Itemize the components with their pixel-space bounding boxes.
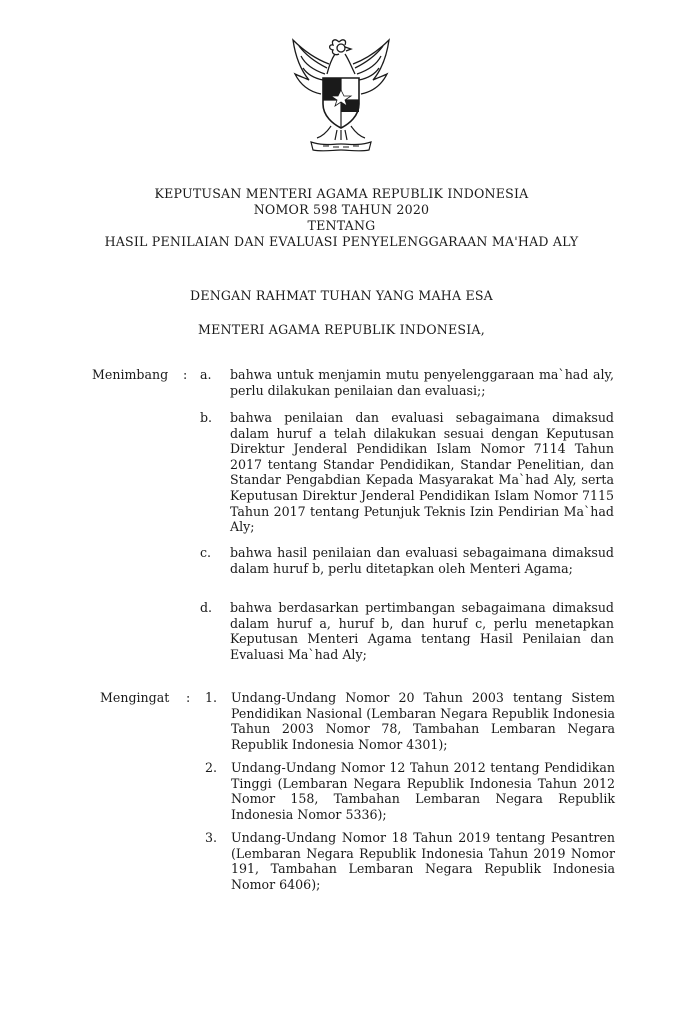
mengingat-item-3: Undang-Undang Nomor 18 Tahun 2019 tentang Pesantren (Lembaran Negara Republik Indonesia Tahun 2019 Nomor 191, Tambahan Lembaran Negara Republik Indonesia Nomor 6406); bbox=[231, 830, 615, 892]
menimbang-marker-a: a. bbox=[200, 367, 212, 382]
authority-line: MENTERI AGAMA REPUBLIK INDONESIA, bbox=[198, 322, 485, 337]
menimbang-item-c: bahwa hasil penilaian dan evaluasi sebagaimana dimaksud dalam huruf b, perlu ditetapkan oleh Menteri Agama; bbox=[230, 545, 614, 576]
mengingat-marker-1: 1. bbox=[205, 690, 218, 705]
decree-title: KEPUTUSAN MENTERI AGAMA REPUBLIK INDONESIA bbox=[154, 186, 529, 201]
garuda-emblem-icon bbox=[283, 34, 399, 158]
mengingat-marker-3: 3. bbox=[205, 830, 218, 845]
mengingat-item-2: Undang-Undang Nomor 12 Tahun 2012 tentang Pendidikan Tinggi (Lembaran Negara Republik Indonesia Tahun 2012 Nomor 158, Tambahan Lembaran Negara Republik Indonesia Nomor 5336); bbox=[231, 760, 615, 822]
mengingat-marker-2: 2. bbox=[205, 760, 218, 775]
decree-number: NOMOR 598 TAHUN 2020 bbox=[253, 202, 430, 217]
decree-about: TENTANG bbox=[307, 218, 376, 233]
mengingat-colon: : bbox=[186, 690, 191, 705]
invocation: DENGAN RAHMAT TUHAN YANG MAHA ESA bbox=[190, 288, 493, 303]
menimbang-item-a: bahwa untuk menjamin mutu penyelenggaraan ma`had aly, perlu dilakukan penilaian dan evaluasi;; bbox=[230, 367, 614, 398]
decree-title-block bbox=[0, 186, 683, 250]
menimbang-marker-c: c. bbox=[200, 545, 212, 560]
menimbang-item-b: bahwa penilaian dan evaluasi sebagaimana dimaksud dalam huruf a telah dilakukan sesuai dengan Keputusan Direktur Jenderal Pendidikan Islam Nomor 7114 Tahun 2017 tentang Standar Pendidikan, Standar Penelitian, dan Standar Pengabdian Kepada Masyarakat Ma`had Aly, serta Keputusan Direktur Jenderal Pendidikan Islam Nomor 7115 Tahun 2017 tentang Petunjuk Teknis Izin Pendirian Ma`had Aly; bbox=[230, 410, 614, 535]
menimbang-marker-d: d. bbox=[200, 600, 213, 615]
mengingat-item-1: Undang-Undang Nomor 20 Tahun 2003 tentang Sistem Pendidikan Nasional (Lembaran Negara Republik Indonesia Tahun 2003 Nomor 78, Tambahan Lembaran Negara Republik Indonesia Nomor 4301); bbox=[231, 690, 615, 752]
menimbang-label: Menimbang bbox=[92, 367, 169, 382]
menimbang-colon: : bbox=[183, 367, 188, 382]
mengingat-label: Mengingat bbox=[100, 690, 170, 705]
decree-subject: HASIL PENILAIAN DAN EVALUASI PENYELENGGARAAN MA'HAD ALY bbox=[104, 234, 579, 249]
menimbang-item-d: bahwa berdasarkan pertimbangan sebagaimana dimaksud dalam huruf a, huruf b, dan huruf c, perlu menetapkan Keputusan Menteri Agama tentang Hasil Penilaian dan Evaluasi Ma`had Aly; bbox=[230, 600, 614, 662]
menimbang-marker-b: b. bbox=[200, 410, 213, 425]
